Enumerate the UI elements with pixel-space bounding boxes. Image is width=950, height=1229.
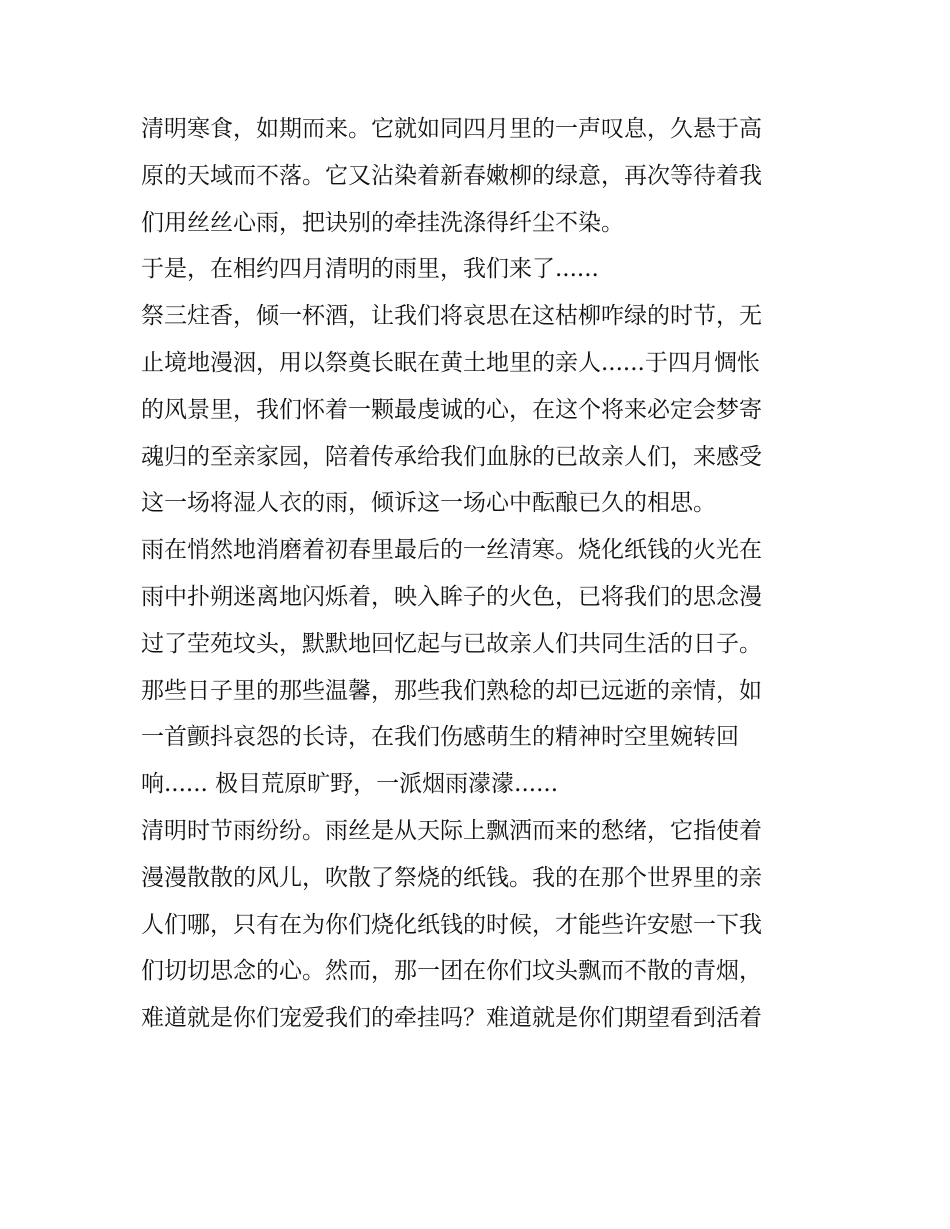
text-line: 们用丝丝心雨，把诀别的牵挂洗涤得纤尘不染。 bbox=[141, 209, 624, 236]
text-line: 清明寒食，如期而来。它就如同四月里的一声叹息，久悬于高 bbox=[141, 116, 762, 142]
body-text bbox=[141, 106, 821, 1042]
text-line: 一首颤抖哀怨的长诗，在我们伤感萌生的精神时空里婉转回 bbox=[141, 724, 739, 751]
text-line: 祭三炷香，倾一杯酒，让我们将哀思在这枯柳咋绿的时节，无 bbox=[141, 303, 762, 330]
text-line: 难道就是你们宠爱我们的牵挂吗？难道就是你们期望看到活着 bbox=[141, 1005, 762, 1032]
text-line: 那些日子里的那些温馨，那些我们熟稔的却已远逝的亲情，如 bbox=[141, 677, 762, 704]
text-line: 于是，在相约四月清明的雨里，我们来了...... bbox=[141, 256, 599, 283]
text-line: 漫漫散散的风儿，吹散了祭烧的纸钱。我的在那个世界里的亲 bbox=[141, 864, 762, 891]
text-line: 过了茔苑坟头，默默地回忆起与已故亲人们共同生活的日子。 bbox=[141, 630, 762, 657]
text-line: 人们哪，只有在为你们烧化纸钱的时候，才能些许安慰一下我 bbox=[141, 911, 762, 938]
text-line: 雨中扑朔迷离地闪烁着，映入眸子的火色，已将我们的思念漫 bbox=[141, 583, 762, 610]
text-line: 们切切思念的心。然而，那一团在你们坟头飘而不散的青烟， bbox=[141, 958, 762, 985]
text-line: 清明时节雨纷纷。雨丝是从天际上飘洒而来的愁绪，它指使着 bbox=[141, 817, 762, 844]
text-line: 响...... 极目荒原旷野，一派烟雨濛濛...... bbox=[141, 771, 559, 798]
text-line: 这一场将湿人衣的雨，倾诉这一场心中酝酿已久的相思。 bbox=[141, 490, 716, 517]
text-line: 止境地漫洇，用以祭奠长眠在黄土地里的亲人......于四月惆怅 bbox=[141, 349, 760, 376]
text-line: 雨在悄然地消磨着初春里最后的一丝清寒。烧化纸钱的火光在 bbox=[141, 537, 762, 564]
text-line: 魂归的至亲家园，陪着传承给我们血脉的已故亲人们，来感受 bbox=[141, 443, 762, 470]
text-line: 原的天域而不落。它又沾染着新春嫩柳的绿意，再次等待着我 bbox=[141, 162, 762, 189]
text-line: 的风景里，我们怀着一颗最虔诚的心，在这个将来必定会梦寄 bbox=[141, 396, 762, 423]
